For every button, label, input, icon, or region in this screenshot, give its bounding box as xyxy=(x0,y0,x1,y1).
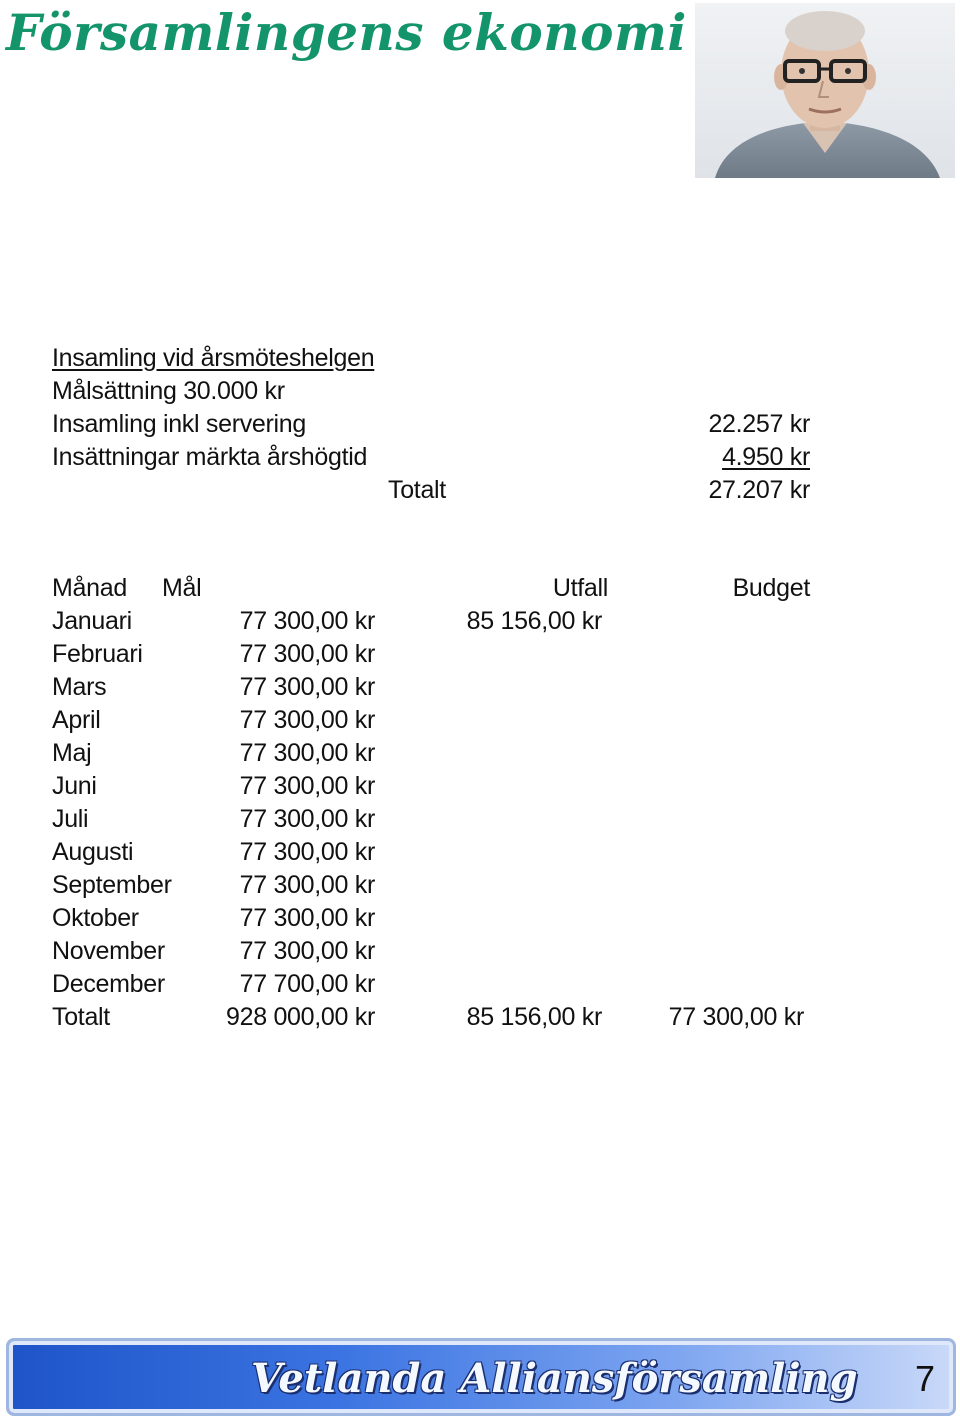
goal-cell: 77 300,00 kr xyxy=(239,640,375,668)
page-title: Församlingens ekonomi xyxy=(6,3,687,62)
outcome-cell: 85 156,00 kr xyxy=(466,607,602,635)
total-outcome: 85 156,00 kr xyxy=(466,1003,602,1031)
goal-cell: 77 300,00 kr xyxy=(239,805,375,833)
column-header-goal: Mål xyxy=(162,574,202,602)
goal-cell: 77 300,00 kr xyxy=(239,607,375,635)
goal-cell: 77 300,00 kr xyxy=(239,772,375,800)
month-cell: December xyxy=(52,970,165,998)
month-cell: Oktober xyxy=(52,904,139,932)
month-cell: Juni xyxy=(52,772,97,800)
total-goal: 928 000,00 kr xyxy=(226,1003,375,1031)
month-cell: Juli xyxy=(52,805,89,833)
column-header-month: Månad xyxy=(52,574,127,602)
total-budget: 77 300,00 kr xyxy=(668,1003,804,1031)
portrait-photo xyxy=(695,3,955,178)
month-cell: Mars xyxy=(52,673,107,701)
month-cell: Maj xyxy=(52,739,92,767)
month-cell: Augusti xyxy=(52,838,134,866)
footer-brand: Vetlanda Alliansförsamling xyxy=(251,1355,858,1402)
fundraiser-section xyxy=(0,340,960,510)
footer-banner xyxy=(6,1338,956,1416)
column-header-outcome: Utfall xyxy=(552,574,608,602)
fundraiser-goal: Målsättning 30.000 kr xyxy=(52,377,285,405)
goal-cell: 77 300,00 kr xyxy=(239,937,375,965)
goal-cell: 77 300,00 kr xyxy=(239,739,375,767)
page-number: 7 xyxy=(914,1358,935,1399)
fundraiser-heading: Insamling vid årsmöteshelgen xyxy=(52,344,375,372)
month-cell: Februari xyxy=(52,640,143,668)
monthly-table xyxy=(0,572,960,1042)
month-cell: April xyxy=(52,706,101,734)
fundraiser-total-amount: 27.207 kr xyxy=(708,476,810,504)
goal-cell: 77 300,00 kr xyxy=(239,706,375,734)
month-cell: September xyxy=(52,871,172,899)
column-header-budget: Budget xyxy=(732,574,810,602)
fundraiser-total-label: Totalt xyxy=(388,476,446,504)
fundraiser-line-amount: 22.257 kr xyxy=(708,410,810,438)
total-label: Totalt xyxy=(52,1003,110,1031)
goal-cell: 77 700,00 kr xyxy=(239,970,375,998)
fundraiser-line-label: Insamling inkl servering xyxy=(52,410,307,438)
goal-cell: 77 300,00 kr xyxy=(239,871,375,899)
fundraiser-line-label: Insättningar märkta årshögtid xyxy=(52,443,368,471)
goal-cell: 77 300,00 kr xyxy=(239,673,375,701)
month-cell: Januari xyxy=(52,607,132,635)
goal-cell: 77 300,00 kr xyxy=(239,838,375,866)
fundraiser-line-amount: 4.950 kr xyxy=(722,443,810,471)
person-photo-icon xyxy=(695,3,955,178)
month-cell: November xyxy=(52,937,165,965)
goal-cell: 77 300,00 kr xyxy=(239,904,375,932)
